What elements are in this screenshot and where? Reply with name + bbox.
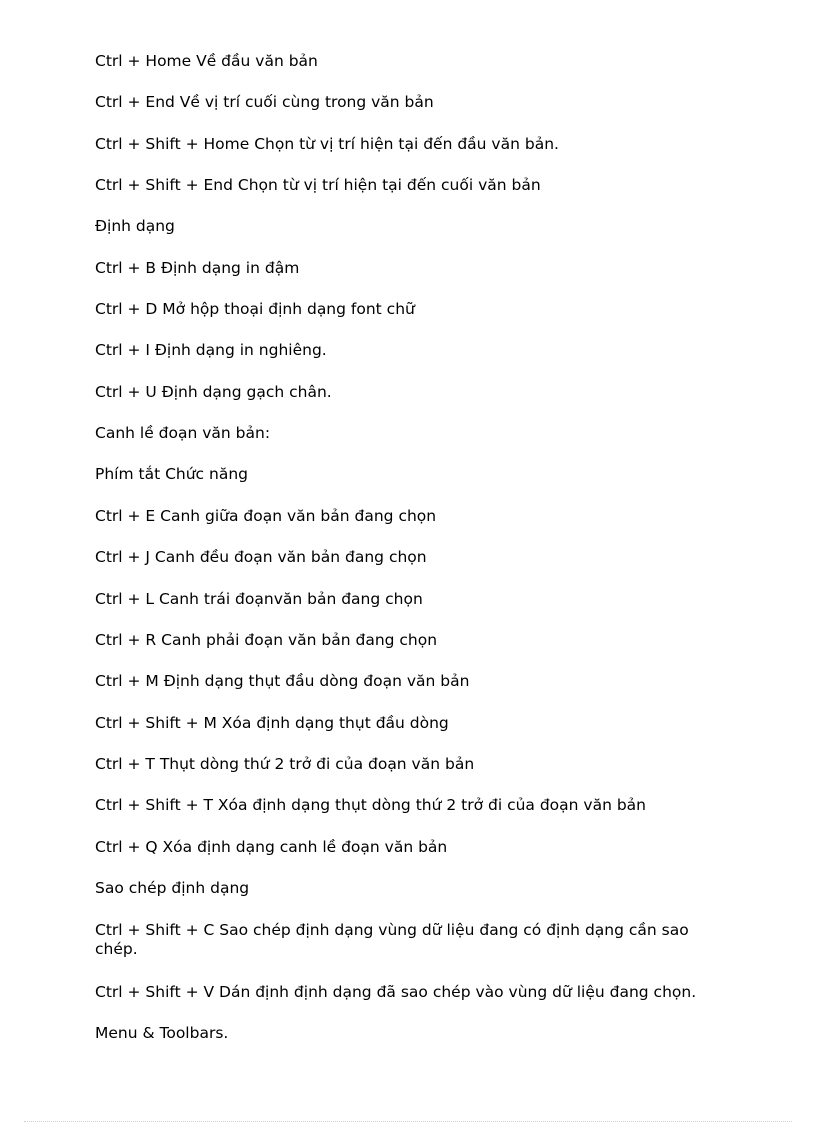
section-heading: Menu & Toolbars. <box>95 1024 229 1042</box>
text-line: Ctrl + End Về vị trí cuối cùng trong văn bản <box>95 93 434 111</box>
text-line: Ctrl + M Định dạng thụt đầu dòng đoạn văn bản <box>95 672 470 690</box>
text-line: Ctrl + Shift + C Sao chép định dạng vùng dữ liệu đang có định dạng cần sao chép. <box>95 921 689 958</box>
text-line: Ctrl + Q Xóa định dạng canh lề đoạn văn bản <box>95 838 448 856</box>
section-heading: Sao chép định dạng <box>95 879 250 897</box>
text-line: Ctrl + E Canh giữa đoạn văn bản đang chọn <box>95 507 437 525</box>
text-line: Ctrl + U Định dạng gạch chân. <box>95 383 332 401</box>
table-header: Phím tắt Chức năng <box>95 465 248 483</box>
section-heading: Canh lề đoạn văn bản: <box>95 424 271 442</box>
text-line: Ctrl + T Thụt dòng thứ 2 trở đi của đoạn văn bản <box>95 755 475 773</box>
text-line: Ctrl + Home Về đầu văn bản <box>95 52 318 70</box>
text-line: Ctrl + Shift + M Xóa định dạng thụt đầu dòng <box>95 714 449 732</box>
page-divider <box>24 1121 792 1122</box>
text-line: Ctrl + L Canh trái đoạnvăn bản đang chọn <box>95 590 423 608</box>
section-heading: Định dạng <box>95 217 175 235</box>
text-line: Ctrl + Shift + Home Chọn từ vị trí hiện tại đến đầu văn bản. <box>95 135 559 153</box>
text-line: Ctrl + Shift + End Chọn từ vị trí hiện tại đến cuối văn bản <box>95 176 541 194</box>
text-line: Ctrl + D Mở hộp thoại định dạng font chữ <box>95 300 415 318</box>
text-line: Ctrl + R Canh phải đoạn văn bản đang chọn <box>95 631 438 649</box>
text-line: Ctrl + Shift + V Dán định định dạng đã sao chép vào vùng dữ liệu đang chọn. <box>95 983 697 1001</box>
text-line: Ctrl + Shift + T Xóa định dạng thụt dòng thứ 2 trở đi của đoạn văn bản <box>95 796 646 814</box>
text-line: Ctrl + J Canh đều đoạn văn bản đang chọn <box>95 548 427 566</box>
text-line: Ctrl + I Định dạng in nghiêng. <box>95 341 327 359</box>
text-line: Ctrl + B Định dạng in đậm <box>95 259 300 277</box>
